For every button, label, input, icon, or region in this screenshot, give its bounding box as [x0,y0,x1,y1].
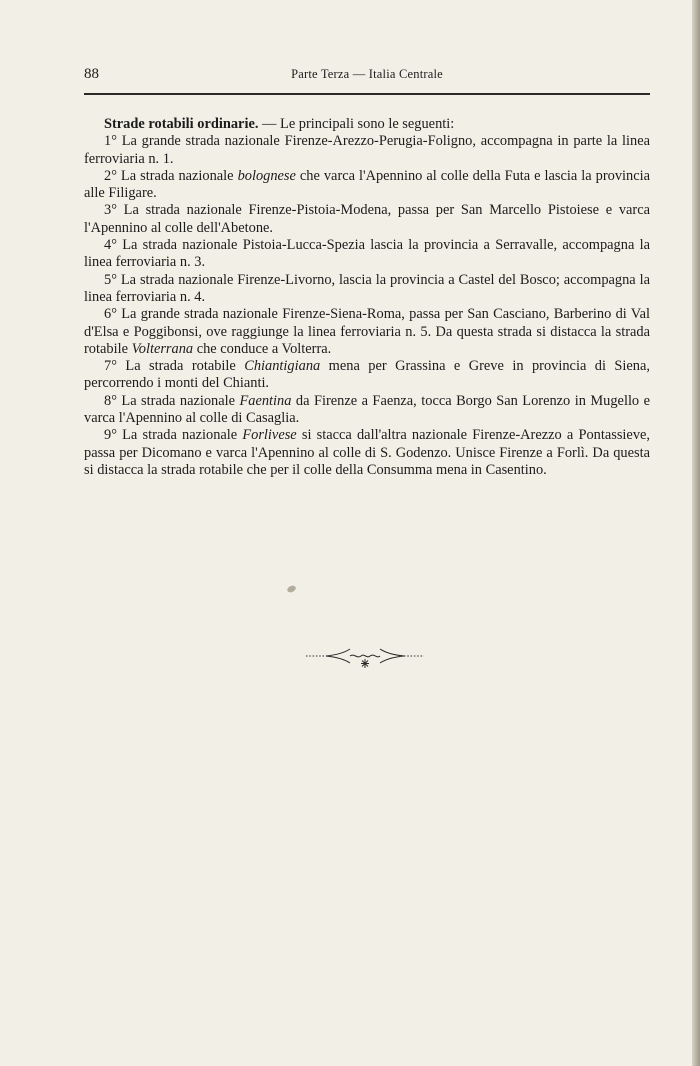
road-text: 2° La strada nazionale [104,167,238,184]
road-item [84,168,650,203]
road-item [84,272,650,307]
road-item [84,133,650,168]
road-item [84,427,650,479]
road-text: si stacca dall'altra nazionale Firenze-Arezzo a Pontassieve, passa per Dicomano e varca l'Apennino al colle di S. Godenzo. Unisce Firenze a Forlì. Da questa si distacca la strada rotabile che per il colle della Consumma mena in Casentino. [84,427,650,478]
road-name-italic: Volterrana [131,340,194,357]
road-text: 6° La grande strada nazionale Firenze-Siena-Roma, passa per San Casciano, Barberino di Val d'Elsa e Poggibonsi, ove raggiunge la linea ferroviaria n. 5. Da questa strada si distacca la strada rotabile [84,306,650,357]
road-text: che varca l'Apennino al colle della Futa e lascia la provincia alle Filigare. [84,167,650,202]
ornament-divider-icon [304,644,426,670]
road-text: da Firenze a Faenza, tocca Borgo San Lorenzo in Mugello e varca l'Apennino al colle di Casaglia. [84,392,650,427]
road-name-italic: Forlivese [242,427,297,444]
running-title: Parte Terza — Italia Centrale [291,67,443,81]
page-edge-shadow [692,0,700,1066]
header-rule [84,93,650,95]
page-number: 88 [84,66,99,82]
body-text [84,116,650,479]
road-text: 5° La strada nazionale Firenze-Livorno, lascia la provincia a Castel del Bosco; accompagna la linea ferroviaria n. 4. [84,271,650,305]
page-header [84,66,650,86]
road-item [84,237,650,272]
road-text: che conduce a Volterra. [193,340,332,357]
ink-stain [286,584,297,593]
road-text: 8° La strada nazionale [104,392,240,409]
road-name-italic: bolognese [237,167,296,184]
road-text: 1° La grande strada nazionale Firenze-Arezzo-Perugia-Foligno, accompagna in parte la linea ferroviaria n. 1. [84,133,650,167]
road-text: 3° La strada nazionale Firenze-Pistoia-Modena, passa per San Marcello Pistoiese e varca l'Apennino al colle dell'Abetone. [84,202,650,236]
road-item [84,306,650,358]
road-text: 4° La strada nazionale Pistoia-Lucca-Spezia lascia la provincia a Serravalle, accompagna la linea ferroviaria n. 3. [84,237,650,271]
intro-paragraph [84,116,650,133]
road-text: mena per Grassina e Greve in provincia di Siena, percorrendo i monti del Chianti. [84,358,650,392]
road-text: 9° La strada nazionale [104,427,243,444]
road-item [84,202,650,237]
road-item [84,393,650,428]
road-text: 7° La strada rotabile [104,358,245,375]
road-item [84,358,650,393]
section-heading: Strade rotabili ordinarie. [104,116,259,132]
road-name-italic: Faentina [239,392,292,409]
road-name-italic: Chiantigiana [244,358,321,375]
intro-rest: — Le principali sono le seguenti: [258,116,455,132]
